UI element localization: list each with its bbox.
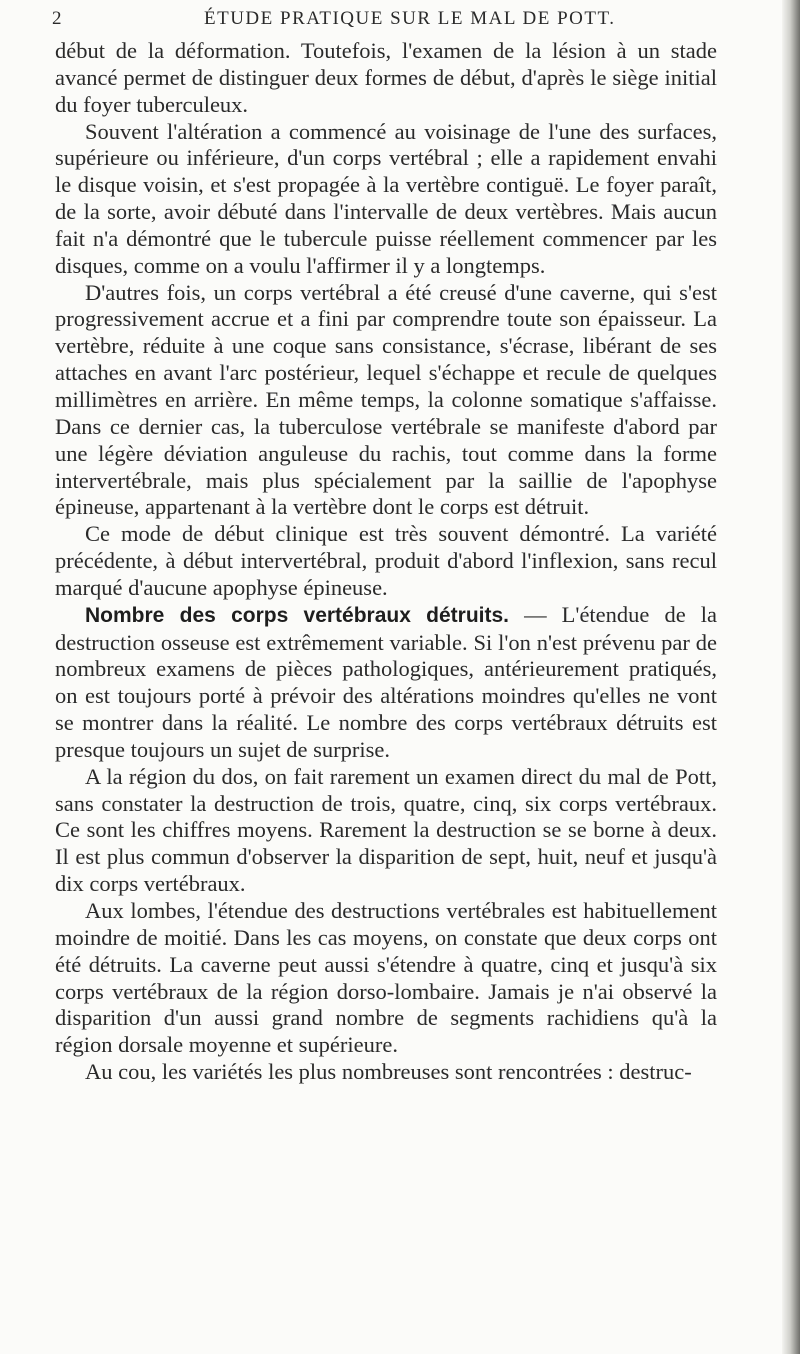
page-header	[52, 4, 712, 34]
paragraph-2: Souvent l'altération a commencé au voisinage de l'une des surfaces, supérieure ou inférieure, d'un corps vertébral ; elle a rapidement envahi le disque voisin, et s'est propagée à la vertèbre contiguë. Le foyer paraît, de la sorte, avoir débuté dans l'intervalle de deux vertèbres. Mais aucun fait n'a démontré que le tubercule puisse réellement commencer par les disques, comme on a voulu l'affirmer il y a longtemps.	[55, 118, 717, 278]
paragraph-5	[55, 602, 717, 764]
body-text	[55, 38, 717, 1086]
paragraph-4: Ce mode de début clinique est très souvent démontré. La variété précédente, à début intervertébral, produit d'abord l'inflexion, sans recul marqué d'aucune apophyse épineuse.	[55, 521, 717, 600]
paragraph-1: début de la déformation. Toutefois, l'examen de la lésion à un stade avancé permet de distinguer deux formes de début, d'après le siège initial du foyer tuberculeux.	[55, 38, 717, 117]
section-heading: Nombre des corps vertébraux détruits.	[85, 603, 510, 627]
paragraph-6: A la région du dos, on fait rarement un examen direct du mal de Pott, sans constater la destruction de trois, quatre, cinq, six corps vertébraux. Ce sont les chiffres moyens. Rarement la destruction se se borne à deux. Il est plus commun d'observer la disparition de sept, huit, neuf et jusqu'à dix corps vertébraux.	[55, 763, 717, 897]
paragraph-8: Au cou, les variétés les plus nombreuses sont rencontrées : destruc-	[85, 1059, 692, 1085]
paragraph-7: Aux lombes, l'étendue des destructions vertébrales est habituellement moindre de moitié. Dans les cas moyens, on constate que deux corps ont été détruits. La caverne peut aussi s'étendre à quatre, cinq et jusqu'à six corps vertébraux de la région dorso-lombaire. Jamais je n'ai observé la disparition d'un aussi grand nombre de segments rachidiens qu'à la région dorsale moyenne et supérieure.	[55, 898, 717, 1058]
page-edge-shadow	[782, 0, 800, 1354]
paragraph-5-text: — L'étendue de la destruction osseuse est extrêmement variable. Si l'on n'est prévenu par de nombreux examens de pièces pathologiques, antérieurement pratiqués, on est toujours porté à prévoir des altérations moindres qu'elles ne vont se montrer dans la réalité. Le nombre des corps vertébraux détruits est presque toujours un sujet de surprise.	[55, 601, 717, 762]
paragraph-3: D'autres fois, un corps vertébral a été creusé d'une caverne, qui s'est progressivement accrue et a fini par comprendre toute son épaisseur. La vertèbre, réduite à une coque sans consistance, s'écrase, libérant de ses attaches en avant l'arc postérieur, lequel s'échappe et recule de quelques millimètres en arrière. En même temps, la colonne somatique s'affaisse. Dans ce dernier cas, la tuberculose vertébrale se manifeste d'abord par une légère déviation anguleuse du rachis, tout comme dans la forme intervertébrale, mais plus spécialement par la saillie de l'apophyse épineuse, appartenant à la vertèbre dont le corps est détruit.	[55, 279, 717, 520]
page-number: 2	[52, 8, 63, 29]
running-title: ÉTUDE PRATIQUE SUR LE MAL DE POTT.	[204, 8, 616, 29]
